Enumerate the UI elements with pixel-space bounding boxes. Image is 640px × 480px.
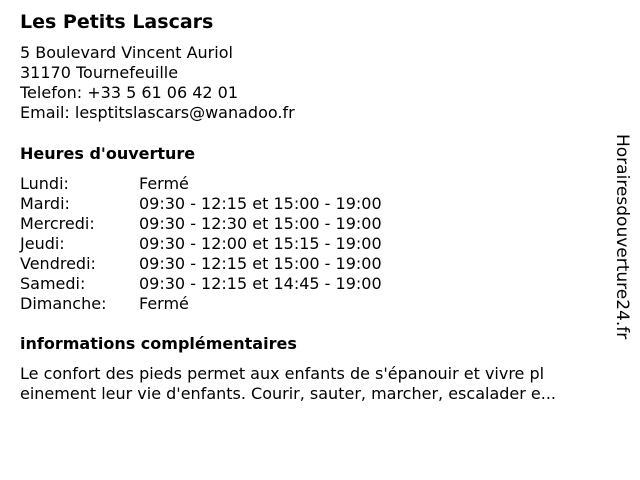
description-line: einement leur vie d'enfants. Courir, sauter, marcher, escalader e...	[20, 384, 557, 403]
day-hours: Fermé	[139, 174, 189, 193]
contact-block	[20, 43, 295, 123]
description-line: Le confort des pieds permet aux enfants de s'épanouir et vivre pl	[20, 364, 545, 383]
day-hours: 09:30 - 12:15 et 15:00 - 19:00	[139, 194, 382, 213]
day-label: Lundi:	[20, 174, 69, 193]
day-label: Mercredi:	[20, 214, 95, 233]
phone-number: Telefon: +33 5 61 06 42 01	[20, 83, 239, 102]
day-label: Jeudi:	[20, 234, 65, 253]
email-address: Email: lesptitslascars@wanadoo.fr	[20, 103, 295, 122]
day-label: Vendredi:	[20, 254, 96, 273]
additional-info-heading: informations complémentaires	[20, 334, 297, 353]
day-hours: 09:30 - 12:00 et 15:15 - 19:00	[139, 234, 382, 253]
day-hours: 09:30 - 12:15 et 15:00 - 19:00	[139, 254, 382, 273]
day-label: Dimanche:	[20, 294, 107, 313]
opening-hours-heading: Heures d'ouverture	[20, 144, 196, 163]
day-hours: Fermé	[139, 294, 189, 313]
description-text	[20, 364, 610, 404]
city-postcode: 31170 Tournefeuille	[20, 63, 179, 82]
day-hours: 09:30 - 12:15 et 14:45 - 19:00	[139, 274, 382, 293]
business-name: Les Petits Lascars	[20, 11, 214, 33]
site-credit-watermark: Horairesdouverture24.fr	[612, 134, 632, 340]
day-label: Samedi:	[20, 274, 86, 293]
day-label: Mardi:	[20, 194, 70, 213]
day-hours: 09:30 - 12:30 et 15:00 - 19:00	[139, 214, 382, 233]
street-address: 5 Boulevard Vincent Auriol	[20, 43, 233, 62]
